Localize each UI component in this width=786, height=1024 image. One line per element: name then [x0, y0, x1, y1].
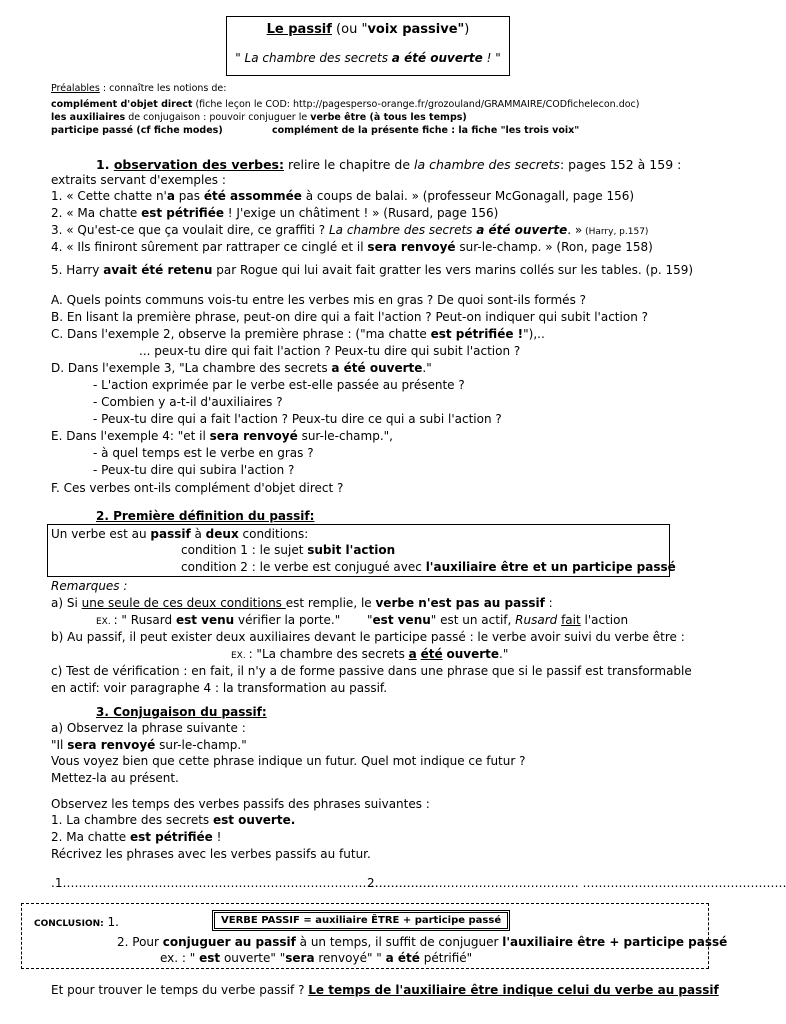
s3o2-b: est ouverte.	[212, 813, 296, 827]
s3q-1: "Il	[51, 738, 68, 752]
ex3-d: . »	[567, 223, 583, 237]
rbex-2: : "La chambre des secrets	[248, 647, 409, 661]
cod-bold: complément d'objet direct	[51, 99, 193, 110]
s3o3-a: 2. Ma chatte	[51, 830, 130, 844]
q-A: A. Quels points communs vois-tu entre les verbes mis en gras ? De quoi sont-ils formés ?	[51, 293, 587, 307]
ex1-d: été assommée	[203, 189, 302, 203]
s3q-3: sur-le-champ."	[155, 738, 247, 752]
aux-rest: de conjugaison : pouvoir conjuguer le	[125, 112, 311, 123]
c2-mid: à un temps, il suffit de conjuguer	[295, 935, 503, 949]
s1-pages: : pages 152 à 159 :	[559, 157, 682, 172]
rbex-8: ."	[499, 647, 509, 661]
q-D2: - L'action exprimée par le verbe est-elle passée au présente ?	[93, 378, 465, 392]
def-c: à	[190, 527, 206, 541]
rbex-7: ouverte	[446, 647, 499, 661]
def-e: conditions:	[238, 527, 309, 541]
c2-a: condition 2 : le verbe est conjugué avec	[181, 560, 426, 574]
def-b: passif	[150, 527, 191, 541]
cex-a: ex. : "	[160, 951, 200, 965]
c2-aux: l'auxiliaire être + participe passé	[502, 935, 728, 949]
qe1-c: sur-le-champ.",	[297, 429, 393, 443]
q-D1	[51, 361, 432, 375]
ex3-a: 3. « Qu'est-ce que ça voulait dire, ce graffiti ?	[51, 223, 329, 237]
conclusion-ex	[160, 951, 472, 965]
rex-3: vérifier la porte."	[234, 613, 341, 627]
ex1-b: a	[166, 189, 175, 203]
prealables-pp: participe passé (cf fiche modes)	[51, 125, 223, 136]
q-E2: - à quel temps est le verbe en gras ?	[93, 446, 314, 460]
title-close: )	[464, 22, 470, 37]
s1-ex4	[51, 240, 653, 254]
s3o3-b: est pétrifiée	[129, 830, 213, 844]
ra-5: :	[544, 596, 553, 610]
s3-l1: Vous voyez bien que cette phrase indique un futur. Quel mot indique ce futur ?	[51, 754, 526, 768]
s1-heading-line	[96, 157, 681, 172]
c2-b: l'auxiliaire être et un participe passé	[425, 560, 676, 574]
def-line	[51, 527, 308, 541]
prealables-compl: complément de la présente fiche : la fiche "les trois voix"	[272, 125, 580, 136]
final-b: Le temps de l'auxiliaire être indique celui du verbe au passif	[308, 983, 719, 997]
s3-heading: 3. Conjugaison du passif:	[96, 705, 267, 719]
remarque-a-ex	[96, 613, 340, 627]
qe1-b: sera renvoyé	[209, 429, 298, 443]
qd1-a: D. Dans l'exemple 3, "La chambre des secrets	[51, 361, 332, 375]
prealables-line	[51, 83, 226, 94]
qd1-b: a été ouverte	[331, 361, 423, 375]
title-main: Le passif	[266, 22, 332, 37]
s3-o2	[51, 813, 295, 827]
c2-pour: 2. Pour	[117, 935, 163, 949]
s1-book: la chambre des secrets	[414, 157, 560, 172]
ex3-b: La chambre des secrets	[328, 223, 477, 237]
qc1-a: C. Dans l'exemple 2, observe la première phrase : ("ma chatte	[51, 327, 431, 341]
qe1-a: E. Dans l'exemple 4: "et il	[51, 429, 210, 443]
s1-ex1	[51, 189, 634, 203]
rbex-ex: EX.	[231, 651, 249, 661]
conclusion-line1	[34, 915, 119, 929]
qd1-c: ."	[422, 361, 432, 375]
title-voix: voix passive"	[367, 22, 465, 37]
remarque-c1: c) Test de vérification : en fait, il n'y a de forme passive dans une phrase que si le passif est transformable	[51, 664, 692, 678]
s3o3-c: !	[212, 830, 222, 844]
q-F: F. Ces verbes ont-ils complément d'objet direct ?	[51, 481, 344, 495]
rex-6: " est un actif,	[430, 613, 516, 627]
conclusion-label: CONCLUSION:	[34, 919, 104, 929]
s3-a: a) Observez la phrase suivante :	[51, 721, 246, 735]
final-line	[51, 983, 719, 997]
s3-l2: Mettez-la au présent.	[51, 771, 179, 785]
prealables-aux	[51, 112, 467, 123]
remarque-a-ex2	[367, 613, 628, 627]
rex-7: Rusard	[515, 613, 558, 627]
aux-bold2: verbe être (à tous les temps)	[310, 112, 467, 123]
c2-conj: conjuguer au passif	[162, 935, 296, 949]
s1-relire: relire le chapitre de	[284, 157, 415, 172]
cex-d: sera	[285, 951, 315, 965]
rex-10: l'action	[580, 613, 629, 627]
c1-a: condition 1 : le sujet	[181, 543, 308, 557]
s3q-2: sera renvoyé	[67, 738, 156, 752]
cod-rest: (fiche leçon le COD: http://pagesperso-orange.fr/grozouland/GRAMMAIRE/CODfichelecon.doc)	[192, 99, 640, 110]
ex5-b: avait été retenu	[103, 263, 213, 277]
ex2-c: ! J'exige un châtiment ! » (Rusard, page 156)	[223, 206, 499, 220]
c1-b: subit l'action	[307, 543, 396, 557]
ra-4: verbe n'est pas au passif	[375, 596, 545, 610]
ex4-c: sur-le-champ. » (Ron, page 158)	[455, 240, 653, 254]
rex-4: "	[367, 613, 373, 627]
rbex-5: été	[420, 647, 443, 661]
ra-2: une seule de ces deux conditions	[81, 596, 286, 610]
rbex-3: a	[408, 647, 417, 661]
s1-num: 1.	[96, 157, 114, 172]
title-ou: (ou "	[331, 22, 368, 37]
remarque-a	[51, 596, 553, 610]
ex4-b: sera renvoyé	[367, 240, 456, 254]
quote-bold: a été ouverte	[391, 51, 483, 65]
prealables-text: : connaître les notions de:	[99, 83, 227, 94]
q-B: B. En lisant la première phrase, peut-on dire qui a fait l'action ? Peut-on indiquer qui subit l'action ?	[51, 310, 648, 324]
remarque-c2: en actif: voir paragraphe 4 : la transformation au passif.	[51, 681, 388, 695]
s1-ex3	[51, 223, 648, 237]
rex-9: fait	[561, 613, 581, 627]
ex2-a: 2. « Ma chatte	[51, 206, 142, 220]
condition-2	[181, 560, 676, 574]
s3-o3	[51, 830, 221, 844]
cex-b: est	[199, 951, 221, 965]
rex-2: est venu	[175, 613, 235, 627]
prealables-cod	[51, 99, 639, 110]
s3-o1: Observez les temps des verbes passifs des phrases suivantes :	[51, 797, 430, 811]
ra-3: est remplie, le	[285, 596, 376, 610]
aux-bold: les auxiliaires	[51, 112, 126, 123]
conclusion-line2	[117, 935, 727, 949]
s1-ex2	[51, 206, 498, 220]
ex1-e: à coups de balai. » (professeur McGonagall, page 156)	[301, 189, 635, 203]
s3-quote	[51, 738, 247, 752]
cex-f: a été	[385, 951, 420, 965]
q-E1	[51, 429, 393, 443]
s2-heading: 2. Première définition du passif:	[96, 509, 315, 523]
s3o2-a: 1. La chambre des secrets	[51, 813, 213, 827]
rex-1: : " Rusard	[113, 613, 176, 627]
remarques: Remarques :	[51, 579, 128, 593]
final-a: Et pour trouver le temps du verbe passif ?	[51, 983, 309, 997]
q-C1	[51, 327, 545, 341]
s1-extraits: extraits servant d'exemples :	[51, 173, 226, 187]
def-a: Un verbe est au	[51, 527, 151, 541]
ex3-e: (Harry, p.157)	[582, 227, 649, 237]
answer-line-1[interactable]: .1…………………………………………………………………………………	[51, 876, 435, 890]
s3-o4: Récrivez les phrases avec les verbes passifs au futur.	[51, 847, 371, 861]
ex4-a: 4. « Ils finiront sûrement par rattraper ce cinglé et il	[51, 240, 368, 254]
cex-g: pétrifié"	[419, 951, 473, 965]
answer-line-2[interactable]: 2…………………………………………… ……………………………………………	[367, 876, 786, 890]
q-C2: ... peux-tu dire qui fait l'action ? Peux-tu dire qui subit l'action ?	[139, 344, 521, 358]
ex3-c: a été ouverte	[476, 223, 568, 237]
conclusion-one: 1.	[103, 915, 119, 929]
qc1-c: "),..	[523, 327, 545, 341]
def-d: deux	[205, 527, 239, 541]
ra-1: a) Si	[51, 596, 82, 610]
condition-1	[181, 543, 395, 557]
ex5-c: par Rogue qui lui avait fait gratter les vers marins collés sur les tables. (p. 159)	[212, 263, 694, 277]
rex-5: est venu	[372, 613, 431, 627]
q-D3: - Combien y a-t-il d'auxiliaires ?	[93, 395, 283, 409]
prealables-label: Préalables	[51, 83, 100, 94]
rex-ex: EX.	[96, 617, 114, 627]
ex1-c: pas	[174, 189, 204, 203]
ex1-a: 1. « Cette chatte n'	[51, 189, 167, 203]
remarque-b: b) Au passif, il peut exister deux auxiliaires devant le participe passé : le verbe avoir suivi du verbe être :	[51, 630, 685, 644]
s1-heading: observation des verbes:	[113, 157, 284, 172]
cex-c: ouverte" "	[220, 951, 286, 965]
q-D4: - Peux-tu dire qui a fait l'action ? Peux-tu dire ce qui a subi l'action ?	[93, 412, 502, 426]
remarque-b-ex	[231, 647, 508, 661]
cex-e: renvoyé" "	[314, 951, 386, 965]
formula-box: VERBE PASSIF = auxiliaire ÊTRE + participe passé	[212, 910, 510, 931]
qc1-b: est pétrifiée !	[430, 327, 524, 341]
quote-pre: " La chambre des secrets	[235, 51, 392, 65]
s1-ex5	[51, 263, 693, 277]
title-quote	[226, 51, 510, 65]
page-title	[226, 22, 510, 37]
q-E3: - Peux-tu dire qui subira l'action ?	[93, 463, 295, 477]
ex2-b: est pétrifiée	[141, 206, 224, 220]
ex5-a: 5. Harry	[51, 263, 104, 277]
quote-post: ! "	[482, 51, 501, 65]
